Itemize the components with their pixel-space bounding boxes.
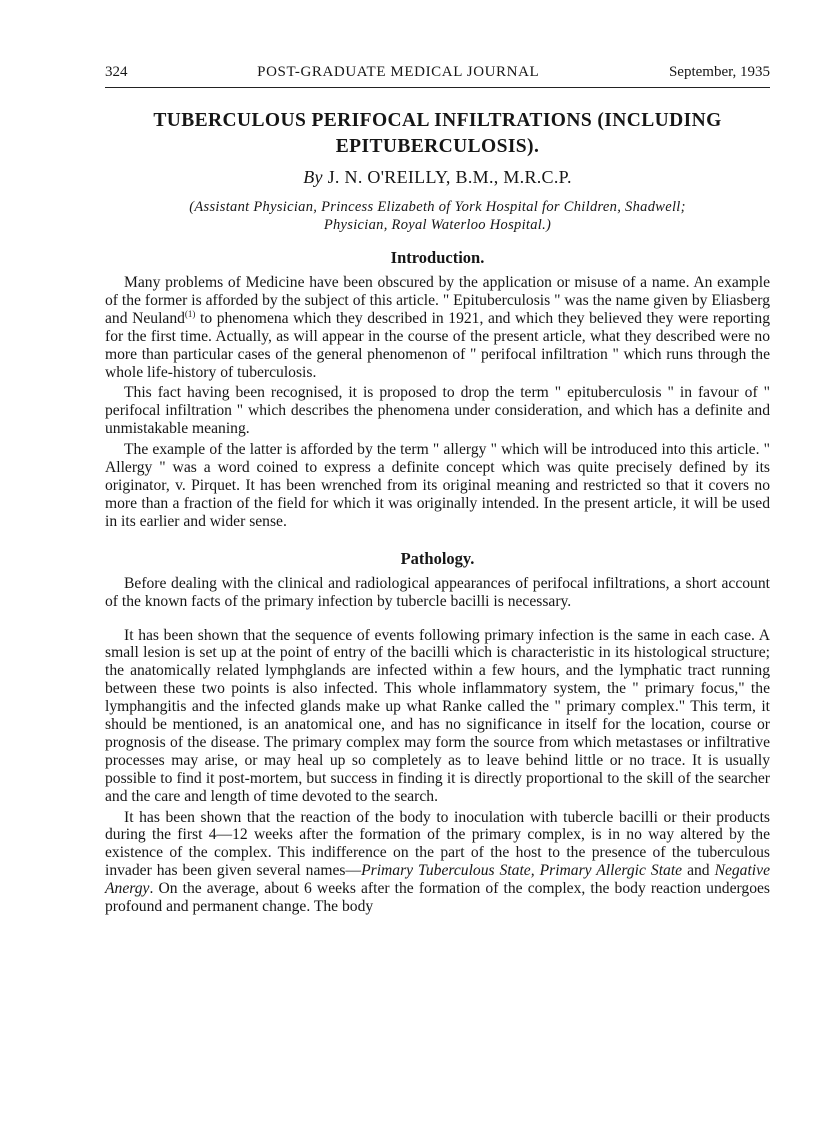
page-number: 324 (105, 64, 128, 80)
intro-paragraph-3: The example of the latter is afforded by the term " allergy " which will be introduced into this article. " Allergy " was a word coined to express a definite concept which was quite precisely defined by its originator, v. Pirquet. It has been wrenched from its original meaning and restricted so that it covers no more than a fraction of the field for which it was originally intended. In the present article, it will be used in its earlier and wider sense. (105, 441, 770, 530)
affiliation-line-2: Physician, Royal Waterloo Hospital.) (323, 217, 552, 233)
pathology-paragraph-3-emphasis: Primary Tuberculous State, Primary Allergic State (361, 862, 683, 880)
pathology-paragraph-3-and: and (682, 862, 715, 880)
section-heading-introduction: Introduction. (390, 248, 485, 267)
intro-paragraph-1-text-a: Many problems of Medicine have been obscured by the application or misuse of a name. An example of the former is afforded by the subject of this article. " Epituberculosis " was the name given by Eliasberg and Neuland (105, 274, 770, 327)
intro-paragraph-1 (105, 274, 770, 381)
pathology-paragraph-3-text-b: . On the average, about 6 weeks after the formation of the complex, the body reaction undergoes profound and permanent change. The body (105, 880, 770, 916)
running-header (105, 62, 770, 88)
byline (105, 166, 770, 188)
reference-marker: (1) (184, 308, 196, 319)
article-title: TUBERCULOUS PERIFOCAL INFILTRATIONS (INCLUDING EPITUBERCULOSIS). (153, 110, 722, 157)
author-name: J. N. O'REILLY, B.M., M.R.C.P. (327, 167, 572, 187)
issue-date: September, 1935 (668, 64, 770, 80)
pathology-paragraph-3 (105, 809, 770, 916)
journal-title: POST-GRADUATE MEDICAL JOURNAL (257, 64, 540, 80)
pathology-paragraph-3-emphasis-2: Negative Anergy (105, 862, 770, 898)
section-heading-pathology: Pathology. (400, 548, 475, 568)
pathology-paragraph-2: It has been shown that the sequence of events following primary infection is the same in each case. A small lesion is set up at the point of entry of the bacilli which is characteristic in its histological structure; the anatomically related lymphglands are infected within a few hours, and the lymphatic tract running between these two points is also infected. This whole inflammatory system, the " primary focus," the lymphangitis and the infected glands make up what Ranke called the " primary complex." This term, it should be mentioned, is an anatomical one, and has no significance in itself for the location, course or prognosis of the disease. The primary complex may form the source from which metastases or infiltrative processes may arise, or may heal up so completely as to leave behind little or no trace. It is usually possible to find it post-mortem, but success in finding it is directly proportional to the skill of the searcher and the care and length of time devoted to the search. (105, 626, 770, 805)
pathology-paragraph-3-text-a: It has been shown that the reaction of the body to inoculation with tubercle bacilli or their products during the first 4—12 weeks after the formation of the primary complex, is in no way altered by the existence of the complex. This indifference on the part of the host to the presence of the tuberculous invader has been given several names— (105, 808, 770, 880)
byline-by: By (303, 167, 323, 187)
intro-paragraph-2: This fact having been recognised, it is proposed to drop the term " epituberculosis " in favour of " perifocal infiltration " which describes the phenomena under consideration, and which has a definite and unmistakable meaning. (105, 384, 770, 438)
intro-paragraph-1-text-b: to phenomena which they described in 1921, and which they believed they were reporting for the first time. Actually, as will appear in the course of the present article, what they described were no more than particular cases of the general phenomenon of " perifocal infiltration " which runs through the whole life-history of tuberculosis. (105, 309, 770, 381)
author-affiliation (113, 198, 762, 234)
pathology-paragraph-1: Before dealing with the clinical and radiological appearances of perifocal infiltrations, a short account of the known facts of the primary infection by tubercle bacilli is necessary. (105, 574, 770, 610)
affiliation-line-1: (Assistant Physician, Princess Elizabeth of York Hospital for Children, Shadwell; (189, 199, 686, 215)
journal-page (105, 62, 770, 916)
